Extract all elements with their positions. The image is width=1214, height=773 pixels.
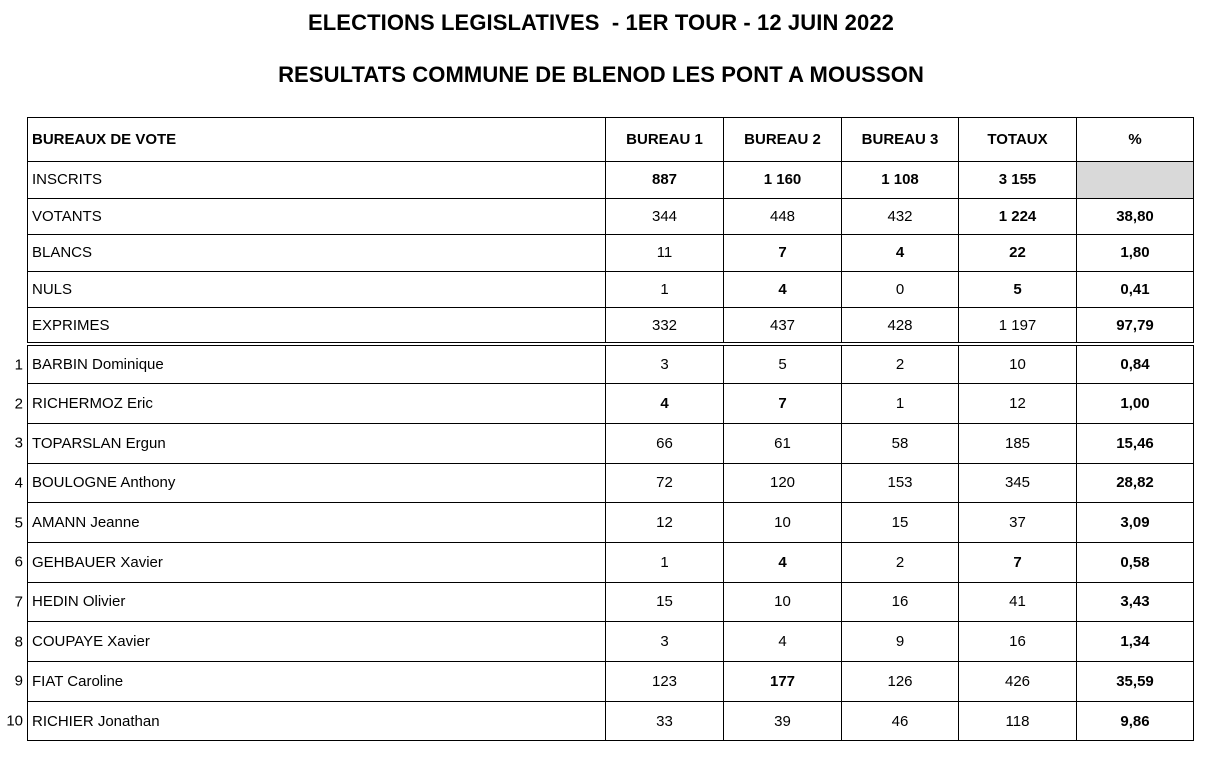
cell-bureau-3: 9 [842, 622, 959, 662]
cell-bureau-3: 0 [842, 271, 959, 308]
row-label: EXPRIMES [28, 308, 606, 345]
cell-total: 16 [959, 622, 1077, 662]
cell-total: 37 [959, 503, 1077, 543]
cell-bureau-1: 1 [606, 271, 724, 308]
cell-bureau-3: 46 [842, 701, 959, 741]
cell-bureau-1: 1 [606, 542, 724, 582]
candidate-index: 5 [14, 514, 23, 532]
cell-bureau-2: 4 [724, 622, 842, 662]
page-subtitle: RESULTATS COMMUNE DE BLENOD LES PONT A MOUSSON [278, 62, 924, 87]
cell-bureau-2: 448 [724, 198, 842, 235]
cell-percent: 9,86 [1077, 701, 1194, 741]
cell-bureau-1: 12 [606, 503, 724, 543]
candidate-name [14, 622, 606, 662]
table-header-row [28, 118, 1194, 162]
candidate-name [14, 463, 606, 503]
candidate-index: 3 [14, 434, 23, 452]
cell-bureau-3: 126 [842, 662, 959, 702]
candidate-name-text: RICHERMOZ Eric [32, 395, 153, 413]
cell-bureau-3: 15 [842, 503, 959, 543]
cell-total: 426 [959, 662, 1077, 702]
candidate-row [28, 542, 1194, 582]
candidate-row [28, 503, 1194, 543]
cell-bureau-2: 4 [724, 271, 842, 308]
cell-total: 345 [959, 463, 1077, 503]
cell-bureau-2: 61 [724, 423, 842, 463]
column-header-bureau-3: BUREAU 3 [842, 118, 959, 162]
candidate-name-text: HEDIN Olivier [32, 593, 126, 611]
candidate-name [14, 384, 606, 424]
cell-bureau-1: 332 [606, 308, 724, 345]
cell-bureau-2: 7 [724, 235, 842, 272]
cell-bureau-1: 3 [606, 344, 724, 384]
cell-percent [1077, 162, 1194, 199]
cell-total: 22 [959, 235, 1077, 272]
candidate-row [28, 344, 1194, 384]
candidate-index: 10 [6, 712, 23, 730]
cell-percent: 38,80 [1077, 198, 1194, 235]
cell-bureau-2: 4 [724, 542, 842, 582]
cell-bureau-1: 11 [606, 235, 724, 272]
candidate-row [28, 463, 1194, 503]
cell-bureau-2: 1 160 [724, 162, 842, 199]
candidate-name [6, 701, 606, 741]
candidate-name [14, 423, 606, 463]
results-table [6, 117, 1194, 741]
candidate-name-text: BARBIN Dominique [32, 356, 164, 374]
candidate-row [28, 384, 1194, 424]
summary-row-votants [28, 198, 1194, 235]
column-header-percent: % [1077, 118, 1194, 162]
column-header-bureaux: BUREAUX DE VOTE [28, 118, 606, 162]
cell-bureau-3: 58 [842, 423, 959, 463]
cell-bureau-3: 2 [842, 344, 959, 384]
cell-total: 118 [959, 701, 1077, 741]
candidate-row [28, 582, 1194, 622]
cell-bureau-1: 344 [606, 198, 724, 235]
candidate-name-text: COUPAYE Xavier [32, 633, 150, 651]
candidate-index: 9 [14, 672, 23, 690]
candidate-name [14, 542, 606, 582]
column-header-totaux: TOTAUX [959, 118, 1077, 162]
cell-total: 3 155 [959, 162, 1077, 199]
cell-bureau-2: 10 [724, 582, 842, 622]
cell-bureau-1: 66 [606, 423, 724, 463]
cell-bureau-3: 16 [842, 582, 959, 622]
summary-row-nuls [28, 271, 1194, 308]
cell-bureau-1: 15 [606, 582, 724, 622]
cell-bureau-1: 72 [606, 463, 724, 503]
cell-percent: 0,58 [1077, 542, 1194, 582]
cell-bureau-3: 2 [842, 542, 959, 582]
cell-bureau-3: 1 108 [842, 162, 959, 199]
cell-bureau-1: 3 [606, 622, 724, 662]
candidate-name-text: RICHIER Jonathan [32, 712, 160, 730]
candidate-name [14, 582, 606, 622]
cell-bureau-2: 177 [724, 662, 842, 702]
summary-row-blancs [28, 235, 1194, 272]
cell-bureau-2: 437 [724, 308, 842, 345]
cell-percent: 1,00 [1077, 384, 1194, 424]
cell-percent: 35,59 [1077, 662, 1194, 702]
cell-bureau-1: 887 [606, 162, 724, 199]
cell-total: 7 [959, 542, 1077, 582]
cell-bureau-3: 428 [842, 308, 959, 345]
cell-bureau-2: 10 [724, 503, 842, 543]
cell-bureau-2: 120 [724, 463, 842, 503]
candidate-name-text: TOPARSLAN Ergun [32, 434, 166, 452]
candidate-row [28, 423, 1194, 463]
candidate-index: 8 [14, 633, 23, 651]
candidate-name [14, 503, 606, 543]
cell-bureau-2: 39 [724, 701, 842, 741]
cell-bureau-1: 4 [606, 384, 724, 424]
column-header-bureau-2: BUREAU 2 [724, 118, 842, 162]
candidate-index: 6 [14, 553, 23, 571]
cell-percent: 28,82 [1077, 463, 1194, 503]
candidate-row [28, 622, 1194, 662]
cell-percent: 0,84 [1077, 344, 1194, 384]
summary-row-inscrits [28, 162, 1194, 199]
cell-total: 185 [959, 423, 1077, 463]
cell-percent: 1,80 [1077, 235, 1194, 272]
cell-total: 10 [959, 344, 1077, 384]
cell-percent: 0,41 [1077, 271, 1194, 308]
cell-percent: 15,46 [1077, 423, 1194, 463]
cell-total: 12 [959, 384, 1077, 424]
cell-total: 1 197 [959, 308, 1077, 345]
cell-bureau-1: 33 [606, 701, 724, 741]
candidate-index: 2 [14, 395, 23, 413]
row-label: BLANCS [28, 235, 606, 272]
cell-percent: 1,34 [1077, 622, 1194, 662]
column-header-bureau-1: BUREAU 1 [606, 118, 724, 162]
cell-total: 5 [959, 271, 1077, 308]
cell-total: 1 224 [959, 198, 1077, 235]
candidate-name-text: GEHBAUER Xavier [32, 553, 163, 571]
candidate-name-text: BOULOGNE Anthony [32, 474, 176, 492]
candidate-name [14, 344, 606, 384]
candidate-name-text: AMANN Jeanne [32, 514, 140, 532]
cell-percent: 3,09 [1077, 503, 1194, 543]
cell-total: 41 [959, 582, 1077, 622]
candidate-index: 7 [14, 593, 23, 611]
cell-bureau-2: 7 [724, 384, 842, 424]
row-label: VOTANTS [28, 198, 606, 235]
row-label: NULS [28, 271, 606, 308]
cell-percent: 97,79 [1077, 308, 1194, 345]
candidate-name-text: FIAT Caroline [32, 672, 124, 690]
row-label: INSCRITS [28, 162, 606, 199]
candidate-name [14, 662, 606, 702]
cell-bureau-3: 432 [842, 198, 959, 235]
summary-row-exprimes [28, 308, 1194, 345]
page-title: ELECTIONS LEGISLATIVES - 1ER TOUR - 12 JUIN 2022 [308, 10, 894, 35]
candidate-index: 4 [14, 474, 23, 492]
cell-bureau-3: 1 [842, 384, 959, 424]
cell-bureau-3: 4 [842, 235, 959, 272]
cell-bureau-1: 123 [606, 662, 724, 702]
cell-bureau-3: 153 [842, 463, 959, 503]
candidate-row [28, 662, 1194, 702]
cell-percent: 3,43 [1077, 582, 1194, 622]
cell-bureau-2: 5 [724, 344, 842, 384]
candidate-row [28, 701, 1194, 741]
candidate-index: 1 [14, 356, 23, 374]
